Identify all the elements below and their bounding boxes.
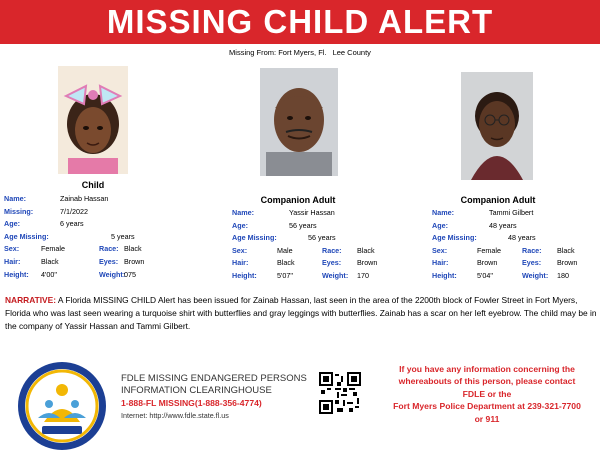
detail-value: 5'04" (477, 271, 493, 280)
detail-label: Weight: (522, 271, 549, 280)
child-photo (58, 66, 128, 174)
detail-value: Zainab Hassan (60, 194, 109, 203)
detail-value: 170 (357, 271, 369, 280)
detail-value: 6 years (60, 219, 84, 229)
detail-value: Black (124, 244, 142, 254)
companion-heading-2: Companion Adult (460, 195, 536, 205)
detail-label: Eyes: (99, 257, 119, 266)
narrative-text: A Florida MISSING CHILD Alert has been issued for Zainab Hassan, last seen in the area of the 2200th block of Fowler Street in Fort Myers, Florida who was last seen wearing a turquoise shirt with butterflies and gray leggings with butterflies. Zainab has a scar on her left eyebrow. The child may be in the company of Yassir Hassan and Tammi Gilbert. (5, 295, 597, 331)
contact-info (378, 363, 596, 425)
detail-label: Height: (232, 271, 257, 280)
detail-value: Black (277, 258, 295, 268)
narrative (5, 294, 597, 333)
fdle-name (121, 373, 341, 397)
detail-label: Age: (4, 219, 20, 229)
detail-label: Eyes: (522, 258, 542, 268)
contact-line2: whereabouts of this person, please contact (398, 376, 576, 387)
detail-row (232, 207, 397, 218)
detail-label: Name: (4, 194, 26, 203)
companion-heading-1: Companion Adult (260, 195, 336, 205)
detail-label: Race: (522, 245, 542, 255)
detail-row (4, 231, 169, 242)
detail-label: Hair: (232, 258, 249, 268)
missing-from-line (0, 48, 600, 57)
detail-row (432, 220, 597, 231)
detail-label: Name: (432, 208, 454, 217)
detail-label: Eyes: (322, 258, 342, 268)
detail-label: Age Missing: (432, 233, 477, 243)
detail-value: 56 years (308, 233, 336, 243)
detail-value: 48 years (489, 220, 517, 230)
detail-label: Race: (99, 244, 119, 254)
detail-label: Sex: (4, 244, 20, 254)
detail-label: Race: (322, 245, 342, 255)
contact-line4: Fort Myers Police Department at 239-321-7700 (393, 401, 581, 412)
detail-label: Hair: (4, 257, 21, 266)
detail-row (232, 220, 397, 231)
detail-value: 56 years (289, 220, 317, 230)
detail-value: Black (357, 245, 375, 255)
detail-row (4, 269, 169, 280)
detail-value: Yassir Hassan (289, 208, 335, 217)
detail-row (432, 232, 597, 243)
detail-row (4, 243, 169, 254)
detail-row (232, 232, 397, 243)
alert-title: MISSING CHILD ALERT (106, 3, 494, 40)
fdle-phone: 1-888-FL MISSING(1-888-356-4774) (121, 398, 262, 408)
detail-label: Weight: (99, 269, 126, 279)
detail-value: Female (477, 245, 501, 255)
detail-value: 48 years (508, 233, 536, 243)
detail-value: Male (277, 245, 293, 255)
fdle-name-line2: INFORMATION CLEARINGHOUSE (121, 385, 272, 396)
detail-value: 5 years (111, 231, 135, 241)
fdle-internet: Internet: http://www.fdle.state.fl.us (121, 411, 229, 420)
detail-row (4, 193, 169, 204)
detail-label: Age Missing: (232, 233, 277, 243)
companion-photo-yassir (260, 68, 338, 176)
detail-value: Black (557, 245, 575, 255)
detail-row (232, 257, 397, 268)
detail-row (432, 257, 597, 268)
detail-label: Height: (432, 271, 457, 280)
detail-label: Age: (432, 220, 448, 230)
qr-code-icon (319, 372, 361, 414)
detail-label: Sex: (432, 245, 448, 255)
detail-value: Tammi Gilbert (489, 208, 534, 217)
detail-row (4, 218, 169, 229)
detail-value: 7/1/2022 (60, 206, 88, 216)
detail-row (432, 270, 597, 281)
missing-from-location: Missing From: Fort Myers, Fl. (229, 48, 327, 57)
contact-line5: or 911 (474, 413, 500, 424)
detail-label: Weight: (322, 271, 349, 280)
detail-value: 180 (557, 271, 569, 280)
detail-value: Brown (557, 258, 578, 268)
detail-row (232, 270, 397, 281)
detail-row (432, 245, 597, 256)
contact-line3: FDLE or the (462, 388, 512, 399)
detail-row (4, 206, 169, 217)
fdle-name-line1: FDLE MISSING ENDANGERED PERSONS (121, 373, 307, 384)
detail-value: Brown (124, 257, 145, 266)
detail-value: Black (41, 257, 59, 266)
alert-banner (0, 0, 600, 44)
detail-value: Female (41, 244, 65, 254)
contact-line1: If you have any information concerning the (399, 364, 575, 374)
detail-row (432, 207, 597, 218)
detail-label: Missing: (4, 206, 34, 216)
detail-value: 4'00" (41, 269, 57, 279)
narrative-label: NARRATIVE: (5, 295, 57, 305)
detail-label: Height: (4, 269, 29, 279)
detail-label: Age Missing: (4, 231, 49, 241)
detail-row (4, 256, 169, 267)
detail-label: Sex: (232, 245, 248, 255)
detail-value: Brown (357, 258, 378, 268)
detail-row (232, 245, 397, 256)
detail-value: 075 (124, 269, 136, 279)
child-heading: Child (81, 180, 105, 190)
companion-photo-tammi (461, 72, 533, 180)
detail-value: 5'07" (277, 271, 293, 280)
fdle-seal-logo-icon (16, 360, 108, 452)
detail-label: Hair: (432, 258, 449, 268)
detail-value: Brown (477, 258, 498, 268)
detail-label: Name: (232, 208, 254, 217)
missing-from-county: Lee County (332, 48, 371, 57)
detail-label: Age: (232, 220, 248, 230)
